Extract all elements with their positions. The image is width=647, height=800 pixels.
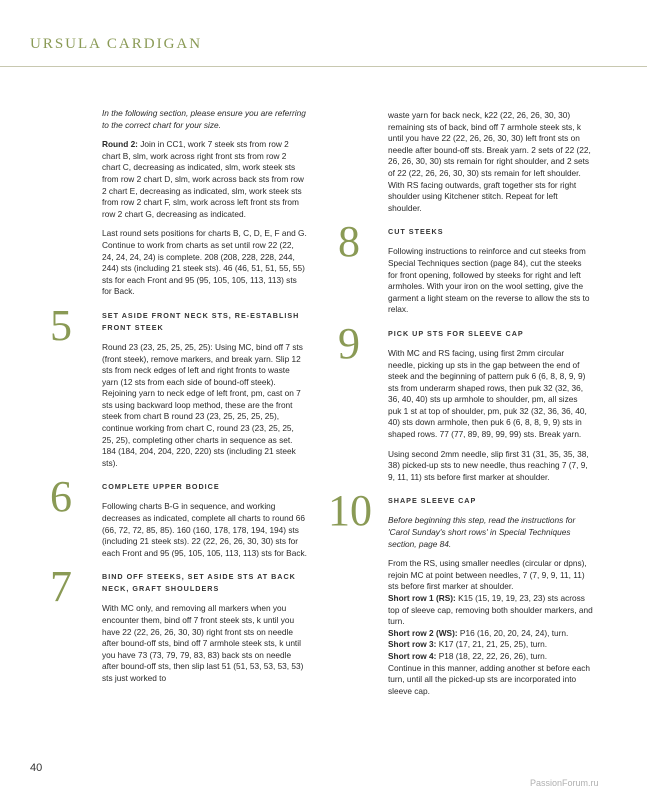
step-text: Following charts B-G in sequence, and working decreases as indicated, complete all charts to round 66 (66, 72, 72, 85, 85). 160 (160, 178, 178, 194, 194) sts (including 21 steek sts). 22 (22, 26, 26, 30, 30) sts for each Front and 95 (95, 105, 105, 113, 113) sts for Back.: [102, 501, 307, 558]
short-row-label: Short row 4:: [388, 650, 437, 661]
step-text: [388, 558, 593, 697]
short-row-text: P18 (18, 22, 22, 26, 26), turn.: [436, 650, 548, 661]
right-column: [328, 110, 593, 697]
step-intro: Before beginning this step, read the instructions for 'Carol Sunday's short rows' in Special Techniques section, page 84.: [388, 515, 576, 549]
short-row-label: Short row 1 (RS):: [388, 593, 456, 603]
step-text: With MC only, and removing all markers when you encounter them, bind off 7 front steek sts, k until you have 22 (22, 26, 26, 30, 30) right front sts on needle after bound-off sts, bind off 7 armhole steek sts, k until you have 73 (73, 79, 79, 83, 83) back sts on needle after bound-off sts, then slip last 51 (51, 53, 53, 53, 53) sts just worked to: [102, 603, 304, 683]
step-text: Following instructions to reinforce and cut steeks from Special Techniques section (page 84), cut the steeks for front opening, followed by steeks for right and left armholes. With your iron on the wool setting, give the garment a light steam on the reverse to allow the sts to relax.: [388, 246, 590, 315]
step-heading: SET ASIDE FRONT NECK STS, RE-ESTABLISH FRONT STEEK: [102, 310, 300, 332]
continued-text: waste yarn for back neck, k22 (22, 26, 26, 30, 30) remaining sts of back, bind off 7 armhole steek sts, k until you have 22 (22, 26, 26, 30, 30) left front sts on needle after bound-off sts. Break yarn. 2 sets of 22 (22, 26, 26, 30, 30) sts remain for right shoulder, and 2 sets of 22 (22, 26, 26, 30, 30) sts remain for left shoulder. With RS facing outwards, graft together sts for right shoulder using Kitchener stitch. Repeat for left shoulder.: [388, 110, 591, 213]
page-title: URSULA CARDIGAN: [30, 36, 203, 52]
page-number: 40: [30, 762, 43, 774]
step-5: [50, 300, 307, 470]
continue-text: Continue in this manner, adding another st before each turn, until all the picked-up sts are incorporated into sleeve cap.: [388, 662, 591, 696]
short-row-label: Short row 2 (WS):: [388, 627, 458, 638]
short-row-text: K17 (17, 21, 21, 25, 25), turn.: [436, 639, 548, 650]
step-text: Using second 2mm needle, slip first 31 (31, 35, 35, 38, 38) picked-up sts to new needle, thus reaching 7 (7, 9, 9, 11, 11) sts before first marker at shoulder.: [388, 448, 589, 482]
step-number: 9: [338, 318, 360, 368]
step-7: [50, 562, 307, 684]
step-heading: SHAPE SLEEVE CAP: [388, 496, 477, 506]
step-6: [50, 472, 307, 559]
header-rule: [0, 66, 647, 67]
step-number: 8: [338, 217, 360, 267]
step-number: 7: [50, 562, 72, 612]
round2-paragraph: [102, 139, 307, 220]
step-heading: CUT STEEKS: [388, 227, 444, 237]
step-heading: PICK UP STS FOR SLEEVE CAP: [388, 328, 524, 338]
short-row-text: P16 (16, 20, 20, 24, 24), turn.: [457, 627, 569, 638]
step-9: [338, 318, 593, 484]
step-heading: COMPLETE UPPER BODICE: [102, 482, 220, 492]
short-row-4: [388, 651, 593, 663]
short-row-1: [388, 593, 593, 628]
step-8: [338, 217, 593, 316]
last-round-paragraph: Last round sets positions for charts B, C, D, E, F and G. Continue to work from charts as set until row 22 (22, 24, 24, 24, 24) is complete. 208 (208, 228, 228, 244, 244) sts (including 21 steek sts). 46 (46, 51, 51, 55, 55) sts for each Front and 95 (95, 105, 105, 113, 113) sts for Back.: [102, 228, 307, 297]
step-number: 5: [50, 300, 72, 350]
left-column: [50, 108, 307, 693]
step-text: Round 23 (23, 25, 25, 25, 25): Using MC, bind off 7 sts (front steek), remove markers, and break yarn. Slip 12 sts from neck edges of left and right fronts to waste yarn (12 sts from each side of bound-off steek). Rejoining yarn to neck edge of left front, pm, cast on 7 sts using backward loop method, these are the front steek from chart B round 23 (23, 25, 25, 25, 25), continue working from chart C, round 23 (23, 25, 25, 25, 25), completing other charts in sequence as set. 184 (184, 204, 204, 220, 220) sts (including 21 steek sts).: [102, 341, 303, 468]
short-row-2: [388, 628, 593, 640]
step-number: 10: [328, 486, 372, 536]
watermark: PassionForum.ru: [530, 778, 599, 788]
short-row-text: K15 (15, 19, 19, 23, 23) sts across top of sleeve cap, removing both shoulder markers, and turn.: [388, 593, 593, 627]
round2-label: Round 2:: [102, 139, 138, 150]
short-row-label: Short row 3:: [388, 639, 437, 650]
step-text: With MC and RS facing, using first 2mm circular needle, picking up sts in the gap between the end of steek and the beginning of pattern puk 6 (6, 8, 8, 9, 9) sts from underarm shaped rows, then puk 32 (32, 36, 36, 40, 40) sts up armhole to shoulder, pm, all sizes puk 1 st at top of shoulder, pm, puk 32 (32, 36, 36, 40, 40) sts down armhole, then puk 6 (6, 8, 8, 9, 9) sts in shaped rows. 77 (77, 89, 89, 99, 99) sts. Break yarn.: [388, 347, 587, 440]
step-number: 6: [50, 472, 72, 522]
from-rs-text: From the RS, using smaller needles (circular or dpns), rejoin MC at point between needles, 7 (7, 9, 9, 11, 11) sts before first marker at shoulder.: [388, 558, 587, 592]
round2-text: Join in CC1, work 7 steek sts from row 2 chart B, slm, work across right front sts from row 2 chart C, decreasing as indicated, slm, work steek sts from row 2 chart D, slm, work across back sts from row 2 chart E, decreasing as indicated, slm, work steek sts from row 2 chart F, slm, work across left front sts from row 2 chart G, decreasing as indicated.: [102, 139, 304, 219]
intro-note: In the following section, please ensure you are referring to the correct chart for your size.: [102, 108, 306, 130]
short-row-3: [388, 639, 593, 651]
step-10: [328, 486, 593, 697]
step-heading: BIND OFF STEEKS, SET ASIDE STS AT BACK NECK, GRAFT SHOULDERS: [102, 572, 296, 594]
